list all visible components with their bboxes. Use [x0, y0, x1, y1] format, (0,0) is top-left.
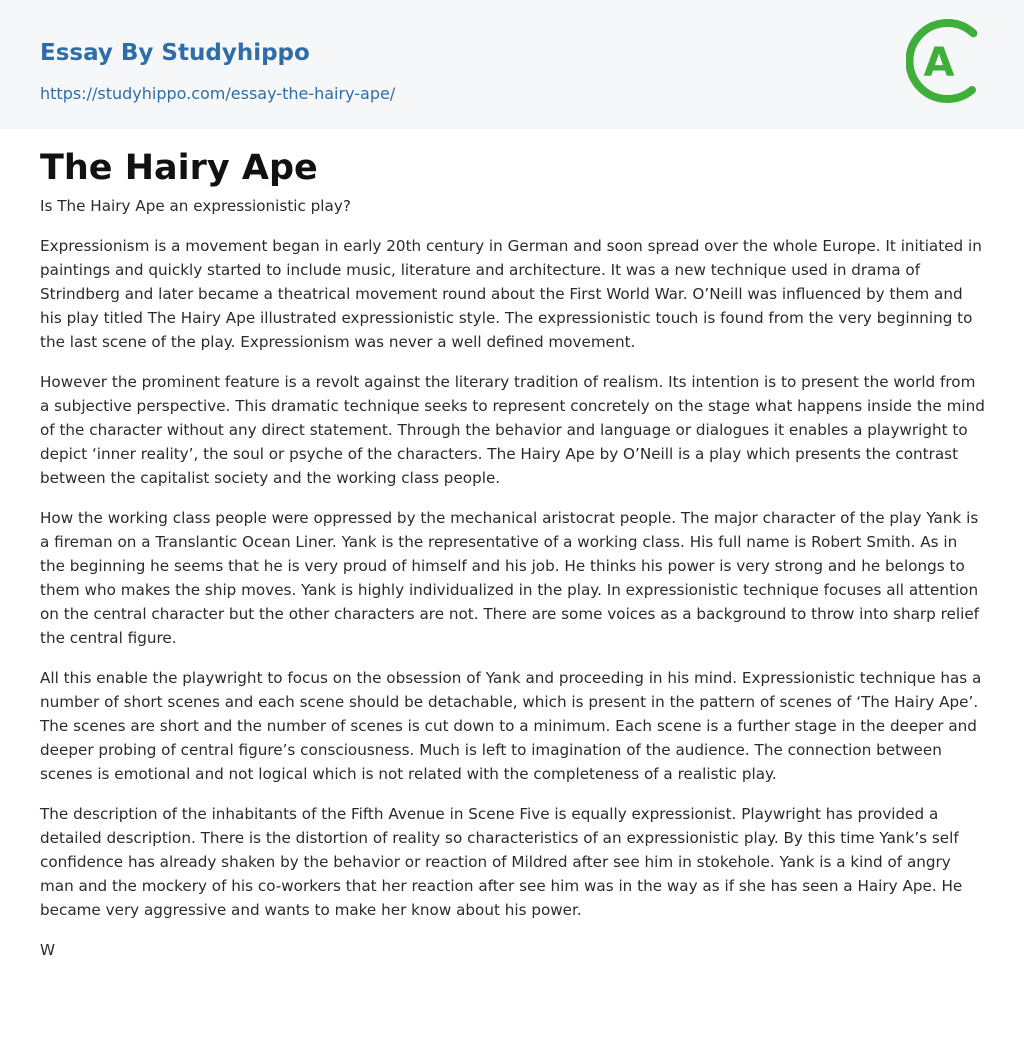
- essay-url-link[interactable]: https://studyhippo.com/essay-the-hairy-ape/: [40, 84, 396, 103]
- paragraph: The description of the inhabitants of the Fifth Avenue in Scene Five is equally expressionist. Playwright has provided a detailed description. There is the distortion of reality so characteristics of an expressionistic play. By this time Yank’s self confidence has already shaken by the behavior or reaction of Mildred after see him in stokehole. Yank is a kind of angry man and the mockery of his co-workers that her reaction after see him was in the way as if she has seen a Hairy Ape. He became very aggressive and wants to make her know about his power.: [40, 805, 963, 919]
- paragraph: All this enable the playwright to focus on the obsession of Yank and proceeding in his mind. Expressionistic technique has a number of short scenes and each scene should be detachable, which is present in the pattern of scenes of ‘The Hairy Ape’. The scenes are short and the number of scenes is cut down to a minimum. Each scene is a further stage in the deeper and deeper probing of central figure’s consciousness. Much is left to imagination of the audience. The connection between scenes is emotional and not logical which is not related with the completeness of a realistic play.: [40, 669, 982, 783]
- page-title: The Hairy Ape: [40, 148, 318, 188]
- brand-link[interactable]: Essay By Studyhippo: [40, 40, 310, 66]
- paragraph: However the prominent feature is a revolt against the literary tradition of realism. Its intention is to present the world from a subjective perspective. This dramatic technique seeks to represent concretely on the stage what happens inside the mind of the character without any direct statement. Through the behavior and language or dialogues it enables a playwright to depict ‘inner reality’, the soul or psyche of the characters. The Hairy Ape by O’Neill is a play which presents the contrast between the capitalist society and the working class people.: [40, 373, 985, 487]
- paragraph: W: [40, 941, 56, 959]
- paragraph: How the working class people were oppressed by the mechanical aristocrat people. The major character of the play Yank is a fireman on a Translantic Ocean Liner. Yank is the representative of a working class. His full name is Robert Smith. As in the beginning he seems that he is very proud of himself and his job. He thinks his power is very strong and he belongs to them who makes the ship moves. Yank is highly individualized in the play. In expressionistic technique focuses all attention on the central character but the other characters are not. There are some voices as a background to throw into sharp relief the central figure.: [40, 509, 980, 647]
- essay-body: [40, 194, 986, 978]
- studyhippo-logo-icon: [906, 18, 992, 104]
- paragraph: Expressionism is a movement began in early 20th century in German and soon spread over the whole Europe. It initiated in paintings and quickly started to include music, literature and architecture. It was a new technique used in drama of Strindberg and later became a theatrical movement round about the First World War. O’Neill was influenced by them and his play titled The Hairy Ape illustrated expressionistic style. The expressionistic touch is found from the very beginning to the last scene of the play. Expressionism was never a well defined movement.: [40, 237, 982, 351]
- logo-letter: A: [923, 40, 955, 86]
- paragraph: Is The Hairy Ape an expressionistic play?: [40, 197, 351, 215]
